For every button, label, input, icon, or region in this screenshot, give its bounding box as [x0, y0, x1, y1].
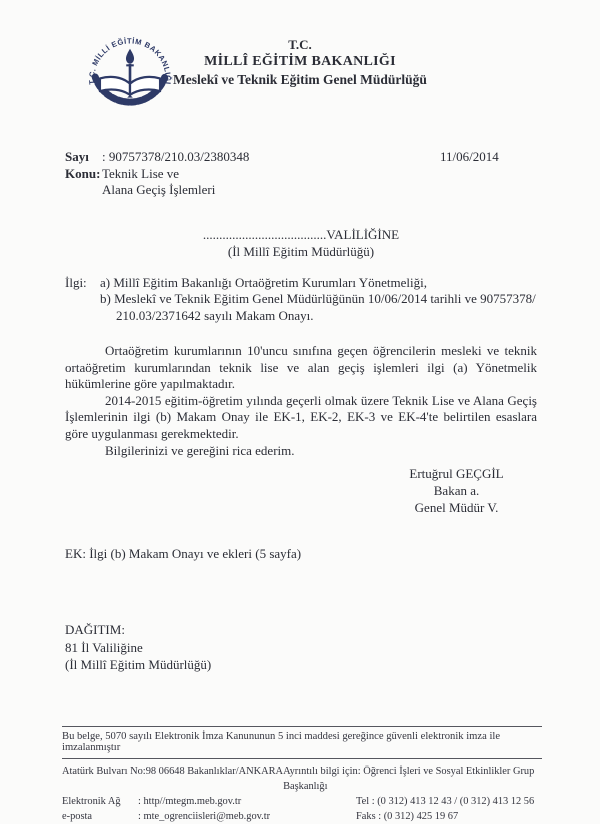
sayi-value: : 90757378/210.03/2380348	[102, 149, 250, 164]
document-date: 11/06/2014	[440, 149, 499, 164]
footer	[62, 726, 542, 824]
footer-web-label: Elektronik Ağ	[62, 796, 121, 807]
paragraph-3: Bilgilerinizi ve gereğini rica ederim.	[105, 442, 295, 458]
footer-contact-rows	[62, 759, 542, 824]
recipient-block	[65, 226, 537, 260]
distribution-block	[65, 621, 537, 674]
meb-ministry-logo-icon	[82, 30, 178, 124]
recipient-subline: (İl Millî Eğitim Müdürlüğü)	[227, 243, 375, 259]
attachment-line: EK: İlgi (b) Makam Onayı ve ekleri (5 sayfa)	[65, 546, 302, 562]
letter-content	[0, 149, 600, 674]
footer-web-value: : http//mtegm.meb.gov.tr	[138, 796, 242, 807]
references-label: İlgi:	[65, 274, 87, 290]
references-lines	[100, 275, 536, 325]
references-block	[65, 275, 537, 325]
letter-body	[65, 343, 537, 459]
reference-item-a: a) Millî Eğitim Bakanlığı Ortaöğretim Kurumları Yönetmeliği,	[100, 274, 427, 290]
konu-row-2	[65, 182, 537, 199]
footer-web	[62, 794, 241, 809]
reference-item-b: b) Meslekî ve Teknik Eğitim Genel Müdürlüğünün 10/06/2014 tarihli ve 90757378/	[100, 291, 536, 306]
paragraph-1: Ortaöğretim kurumlarının 10'uncu sınıfına geçen öğrencilerin mesleki ve teknik ortaöğretim kurumlarından teknik lise ve alan geçiş işlemleri ilgi (a) Yönetmelik hükümlerine göre yapılmaktadır.	[65, 343, 537, 392]
footer-row-email-faks	[62, 809, 542, 824]
konu-label: Konu:	[65, 165, 101, 181]
footer-address: Atatürk Bulvarı No:98 06648 Bakanlıklar/ANKARA	[62, 766, 284, 777]
signatory-name: Ertuğrul GEÇGİL	[409, 466, 504, 482]
footer-email-label: e-posta	[62, 811, 93, 822]
footer-email-value: : mte_ogrenciisleri@meb.gov.tr	[138, 811, 271, 822]
document-meta	[65, 149, 537, 199]
letterhead	[0, 0, 600, 89]
footer-email	[62, 809, 270, 824]
signatory-title-2: Genel Müdür V.	[414, 500, 499, 516]
konu-row	[65, 166, 537, 183]
footer-tel: Tel : (0 312) 413 12 43 / (0 312) 413 12 56	[356, 796, 535, 807]
konu-value-2: Alana Geçiş İşlemleri	[102, 182, 216, 197]
footer-info: Ayrıntılı bilgi için: Öğrenci İşleri ve Sosyal Etkinlikler Grup Başkanlığı	[283, 766, 535, 792]
footer-faks: Faks : (0 312) 425 19 67	[356, 811, 459, 822]
distribution-label: DAĞITIM:	[65, 622, 125, 638]
recipient-line: ......................................VALİLİĞİNE	[202, 226, 400, 242]
signature-block	[374, 465, 539, 516]
sayi-label: Sayı	[65, 149, 89, 164]
footer-row-web-tel	[62, 794, 542, 809]
svg-text:T.C. MİLLİ EĞİTİM BAKANLIĞI: T.C. MİLLİ EĞİTİM BAKANLIĞI	[87, 36, 173, 86]
e-signature-notice: Bu belge, 5070 sayılı Elektronik İmza Kanununun 5 inci maddesi gereğince güvenli elektronik imza ile imzalanmıştır	[62, 731, 501, 753]
distribution-line-1: 81 İl Valiliğine	[65, 639, 143, 655]
letterhead-ministry: MİLLÎ EĞİTİM BAKANLIĞI	[204, 54, 396, 69]
signatory-title-1: Bakan a.	[433, 483, 480, 499]
konu-value: Teknik Lise ve	[102, 165, 180, 181]
distribution-line-2: (İl Millî Eğitim Müdürlüğü)	[65, 657, 212, 673]
reference-item-b-cont: 210.03/2371642 sayılı Makam Onayı.	[116, 307, 314, 323]
footer-row-address	[62, 764, 542, 794]
letterhead-directorate: Meslekî ve Teknik Eğitim Genel Müdürlüğü	[173, 72, 427, 87]
paragraph-2: 2014-2015 eğitim-öğretim yılında geçerli olmak üzere Teknik Lise ve Alana Geçiş İşlemlerinin ilgi (b) Makam Onay ile EK-1, EK-2, EK-3 ve EK-4'te belirtilen esaslara göre uygulanması gerekmektedir.	[65, 392, 537, 441]
letterhead-republic: T.C.	[288, 37, 312, 52]
